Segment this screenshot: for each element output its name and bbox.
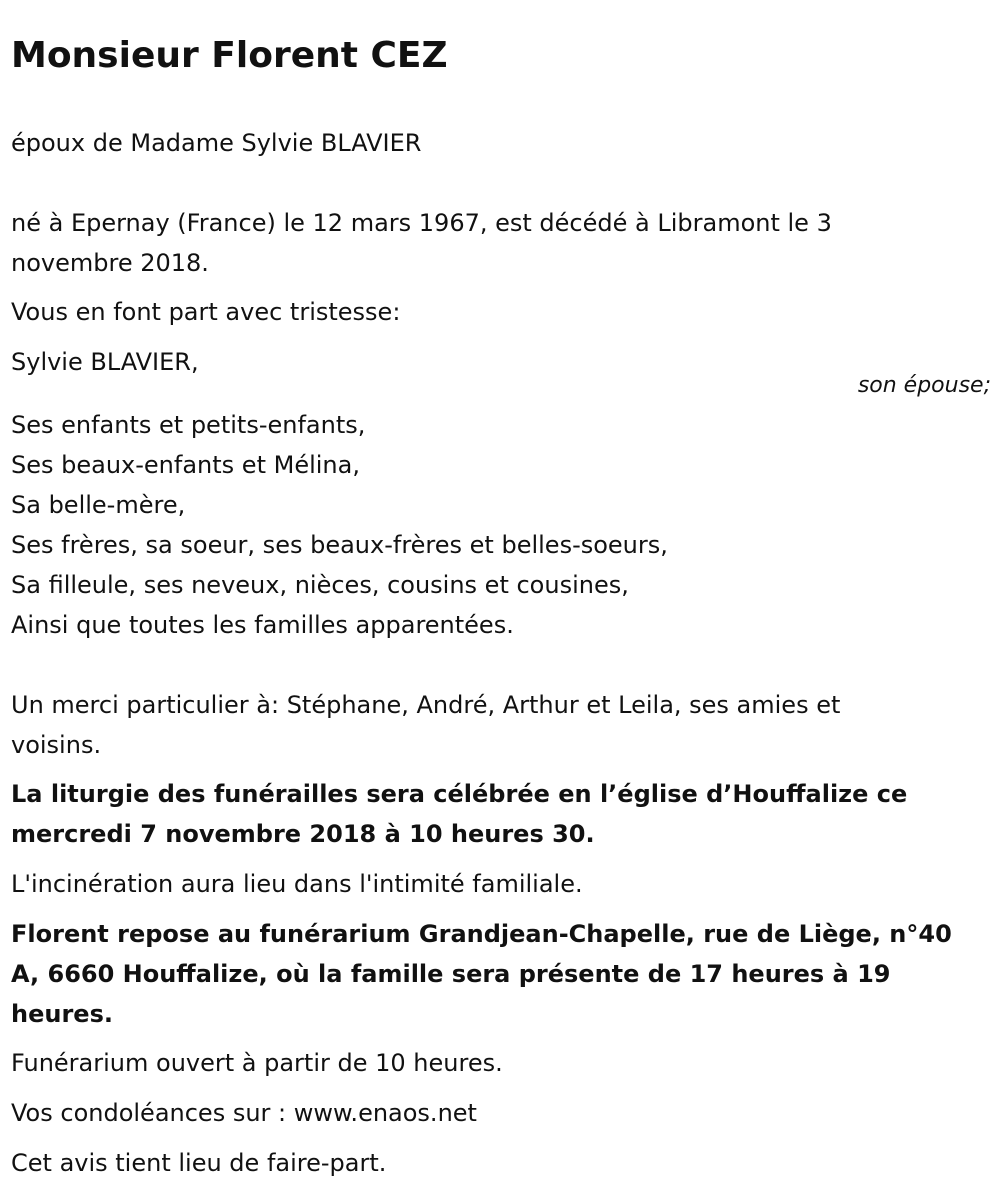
thanks-line-1: Un merci particulier à: Stéphane, André, Arthur et Leila, ses amies et <box>11 691 841 719</box>
spouse-role: son épouse; <box>857 373 991 398</box>
family-member: Ses beaux-enfants et Mélina, <box>11 451 360 479</box>
family-member: Ses enfants et petits-enfants, <box>11 411 366 439</box>
family-member: Sa filleule, ses neveux, nièces, cousins et cousines, <box>11 571 629 599</box>
birth-death-line-2: novembre 2018. <box>11 249 209 277</box>
notice-line: Cet avis tient lieu de faire-part. <box>11 1149 387 1177</box>
page-title: Monsieur Florent CEZ <box>11 35 448 76</box>
repose-line-2: A, 6660 Houffalize, où la famille sera présente de 17 heures à 19 <box>11 960 891 988</box>
thanks-line-2: voisins. <box>11 731 102 759</box>
condolences-line: Vos condoléances sur : www.enaos.net <box>11 1099 477 1127</box>
spouse-line: époux de Madame Sylvie BLAVIER <box>11 129 422 157</box>
cremation-line: L'incinération aura lieu dans l'intimité familiale. <box>11 870 583 898</box>
family-member: Ainsi que toutes les familles apparentées. <box>11 611 514 639</box>
spouse-name: Sylvie BLAVIER, <box>11 348 199 376</box>
repose-line-1: Florent repose au funérarium Grandjean-Chapelle, rue de Liège, n°40 <box>11 920 952 948</box>
announce-line: Vous en font part avec tristesse: <box>11 298 401 326</box>
repose-line-3: heures. <box>11 1000 113 1028</box>
family-member: Ses frères, sa soeur, ses beaux-frères et belles-soeurs, <box>11 531 668 559</box>
liturgy-line-2: mercredi 7 novembre 2018 à 10 heures 30. <box>11 820 595 848</box>
birth-death-line-1: né à Epernay (France) le 12 mars 1967, est décédé à Libramont le 3 <box>11 209 832 237</box>
liturgy-line-1: La liturgie des funérailles sera célébrée en l’église d’Houffalize ce <box>11 780 908 808</box>
opening-hours-line: Funérarium ouvert à partir de 10 heures. <box>11 1049 503 1077</box>
family-member: Sa belle-mère, <box>11 491 186 519</box>
